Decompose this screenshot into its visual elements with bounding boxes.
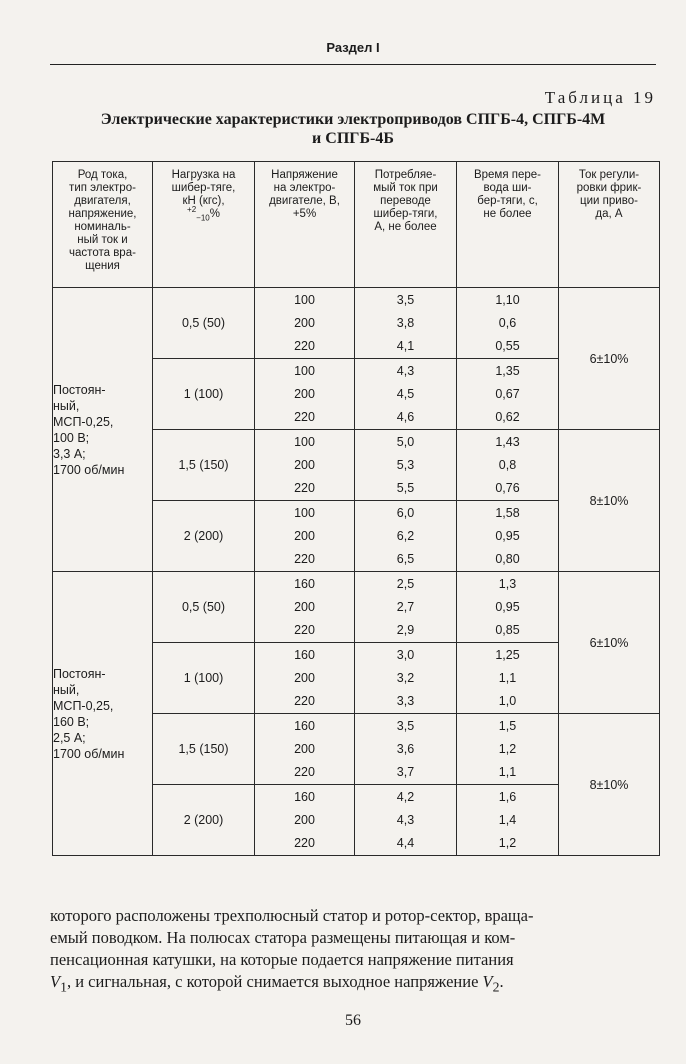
load-cell: 1,5 (150)	[153, 714, 255, 785]
regulation-cell: 6±10%	[559, 572, 660, 714]
col-header-current-type: Род тока, тип электро- двигателя, напряжение, номиналь- ный ток и частота вра- щения	[53, 162, 153, 288]
group-label-line: МСП-0,25,	[53, 698, 114, 713]
voltage-cell	[255, 288, 355, 359]
time-value: 1,10	[495, 292, 520, 307]
current-cell	[355, 643, 457, 714]
time-cell	[457, 643, 559, 714]
time-value: 0,95	[495, 599, 520, 614]
current-value: 3,6	[396, 741, 415, 756]
time-value: 0,6	[498, 315, 517, 330]
group-label-line: Постоян-	[53, 666, 106, 681]
time-value: 1,43	[495, 434, 520, 449]
regulation-cell: 8±10%	[559, 430, 660, 572]
table-header-row	[53, 162, 660, 288]
current-value: 5,5	[396, 480, 415, 495]
voltage-value: 160	[294, 576, 315, 591]
current-cell	[355, 359, 457, 430]
voltage-value: 220	[294, 693, 315, 708]
caption-line-1: Электрические характеристики электроприводов СПГБ-4, СПГБ-4М	[100, 111, 606, 128]
time-value: 1,1	[498, 670, 517, 685]
group-label-line: 2,5 А;	[53, 730, 86, 745]
voltage-cell	[255, 430, 355, 501]
voltage-value: 220	[294, 764, 315, 779]
current-value: 3,3	[396, 693, 415, 708]
time-cell	[457, 714, 559, 785]
voltage-value: 100	[294, 434, 315, 449]
group-label-line: 1700 об/мин	[53, 746, 125, 761]
voltage-cell	[255, 643, 355, 714]
current-value: 4,4	[396, 835, 415, 850]
time-value: 0,80	[495, 551, 520, 566]
page-number: 56	[345, 1012, 361, 1029]
time-value: 1,1	[498, 764, 517, 779]
time-cell	[457, 785, 559, 856]
current-value: 4,3	[396, 812, 415, 827]
current-value: 2,5	[396, 576, 415, 591]
voltage-cell	[255, 572, 355, 643]
load-cell: 2 (200)	[153, 785, 255, 856]
time-value: 0,85	[495, 622, 520, 637]
time-value: 0,55	[495, 338, 520, 353]
load-cell: 0,5 (50)	[153, 288, 255, 359]
current-value: 3,7	[396, 764, 415, 779]
table-row	[53, 572, 660, 643]
group-label-line: 160 В;	[53, 714, 90, 729]
col-header-current: Потребляе- мый ток при переводе шибер-тяги, А, не более	[355, 162, 457, 288]
voltage-cell	[255, 359, 355, 430]
current-value: 4,2	[396, 789, 415, 804]
voltage-value: 200	[294, 741, 315, 756]
current-value: 3,0	[396, 647, 415, 662]
regulation-cell: 6±10%	[559, 288, 660, 430]
current-value: 6,0	[396, 505, 415, 520]
group-label-line: 1700 об/мин	[53, 462, 125, 477]
current-value: 2,9	[396, 622, 415, 637]
body-line: которого расположены трехполюсный статор и ротор-сектор, враща-	[50, 906, 534, 925]
time-value: 1,4	[498, 812, 517, 827]
voltage-value: 160	[294, 647, 315, 662]
current-value: 6,5	[396, 551, 415, 566]
voltage-value: 220	[294, 835, 315, 850]
current-cell	[355, 288, 457, 359]
voltage-value: 220	[294, 622, 315, 637]
time-value: 0,76	[495, 480, 520, 495]
current-cell	[355, 714, 457, 785]
time-value: 1,2	[498, 835, 517, 850]
current-cell	[355, 572, 457, 643]
time-value: 1,58	[495, 505, 520, 520]
group-label-line: 3,3 А;	[53, 446, 86, 461]
time-cell	[457, 501, 559, 572]
voltage-value: 200	[294, 670, 315, 685]
time-value: 1,35	[495, 363, 520, 378]
body-text	[50, 905, 656, 998]
voltage-value: 100	[294, 505, 315, 520]
time-value: 0,62	[495, 409, 520, 424]
group-label-line: ный,	[53, 682, 80, 697]
body-line: емый поводком. На полюсах статора размещены питающая и ком-	[50, 928, 516, 947]
current-value: 3,5	[396, 292, 415, 307]
voltage-value: 160	[294, 718, 315, 733]
current-value: 3,5	[396, 718, 415, 733]
current-value: 2,7	[396, 599, 415, 614]
time-value: 1,2	[498, 741, 517, 756]
body-line: пенсационная катушки, на которые подается напряжение питания	[50, 950, 514, 969]
current-value: 6,2	[396, 528, 415, 543]
time-value: 1,6	[498, 789, 517, 804]
group-label-cell	[53, 288, 153, 572]
group-label-cell	[53, 572, 153, 856]
voltage-value: 160	[294, 789, 315, 804]
header-rule	[50, 64, 656, 65]
time-value: 1,0	[498, 693, 517, 708]
group-label-line: 100 В;	[53, 430, 90, 445]
group-label-line: ный,	[53, 398, 80, 413]
voltage-cell	[255, 785, 355, 856]
col-header-time: Время пере- вода ши- бер-тяги, с, не более	[457, 162, 559, 288]
voltage-value: 220	[294, 551, 315, 566]
voltage-value: 220	[294, 338, 315, 353]
running-header: Раздел I	[326, 40, 380, 55]
body-line: $V_1$, и сигнальная, с которой снимается выходное напряжение $V_2$.	[50, 972, 504, 995]
current-value: 3,8	[396, 315, 415, 330]
time-value: 0,95	[495, 528, 520, 543]
voltage-value: 100	[294, 363, 315, 378]
time-value: 1,3	[498, 576, 517, 591]
voltage-cell	[255, 501, 355, 572]
voltage-value: 200	[294, 386, 315, 401]
current-cell	[355, 430, 457, 501]
voltage-cell	[255, 714, 355, 785]
col-header-voltage: Напряжение на электро- двигателе, В, +5%	[255, 162, 355, 288]
col-header-regulation: Ток регули- ровки фрик- ции приво- да, А	[559, 162, 660, 288]
current-value: 4,6	[396, 409, 415, 424]
current-cell	[355, 785, 457, 856]
current-value: 5,3	[396, 457, 415, 472]
voltage-value: 200	[294, 457, 315, 472]
table-row	[53, 288, 660, 359]
table-caption	[50, 110, 656, 148]
time-cell	[457, 359, 559, 430]
load-cell: 1 (100)	[153, 359, 255, 430]
current-value: 5,0	[396, 434, 415, 449]
time-value: 0,8	[498, 457, 517, 472]
table-number: Таблица 19	[544, 88, 656, 107]
current-cell	[355, 501, 457, 572]
caption-line-2: и СПГБ-4Б	[312, 130, 394, 147]
voltage-value: 200	[294, 528, 315, 543]
current-value: 4,1	[396, 338, 415, 353]
time-value: 1,25	[495, 647, 520, 662]
time-cell	[457, 572, 559, 643]
load-cell: 2 (200)	[153, 501, 255, 572]
time-value: 1,5	[498, 718, 517, 733]
voltage-value: 220	[294, 480, 315, 495]
time-cell	[457, 430, 559, 501]
voltage-value: 200	[294, 315, 315, 330]
load-cell: 1 (100)	[153, 643, 255, 714]
load-cell: 1,5 (150)	[153, 430, 255, 501]
group-label-line: Постоян-	[53, 382, 106, 397]
voltage-value: 100	[294, 292, 315, 307]
characteristics-table	[52, 161, 660, 856]
current-value: 3,2	[396, 670, 415, 685]
voltage-value: 200	[294, 812, 315, 827]
current-value: 4,3	[396, 363, 415, 378]
voltage-value: 200	[294, 599, 315, 614]
regulation-cell: 8±10%	[559, 714, 660, 856]
group-label-line: МСП-0,25,	[53, 414, 114, 429]
time-value: 0,67	[495, 386, 520, 401]
load-cell: 0,5 (50)	[153, 572, 255, 643]
current-value: 4,5	[396, 386, 415, 401]
voltage-value: 220	[294, 409, 315, 424]
col-header-load: Нагрузка на шибер-тяге, кН (кгс), $^{+2}_{-10}$%	[153, 162, 255, 288]
time-cell	[457, 288, 559, 359]
